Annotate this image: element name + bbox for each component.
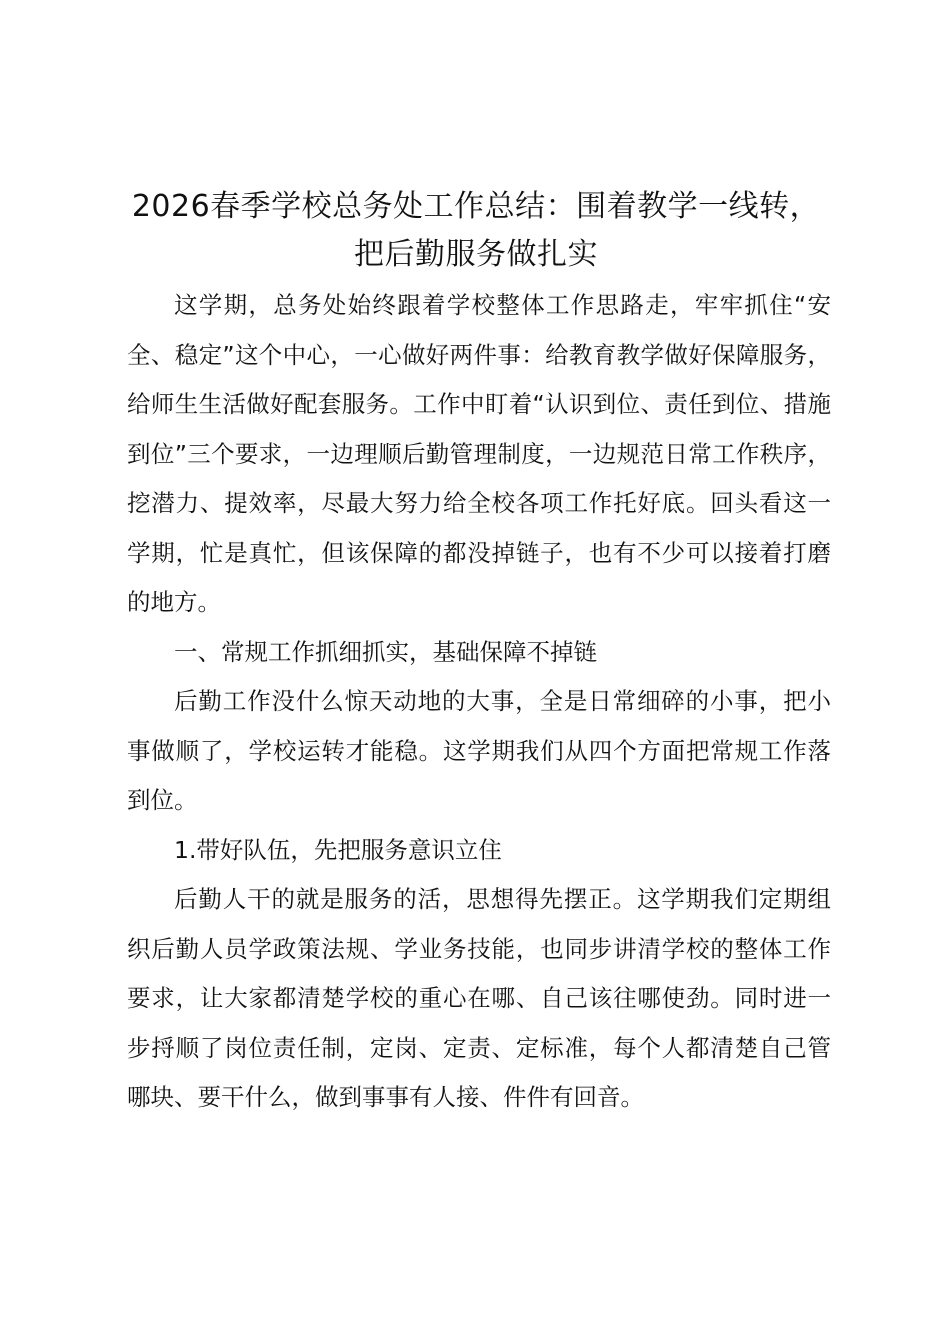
section-paragraph: 后勤工作没什么惊天动地的大事，全是日常细碎的小事，把小事做顺了，学校运转才能稳。这学期我们从四个方面把常规工作落到位。 xyxy=(127,687,831,814)
section-heading: 一、常规工作抓细抓实，基础保障不掉链 xyxy=(174,637,597,666)
intro-paragraph: 这学期，总务处始终跟着学校整体工作思路走，牢牢抓住“安全、稳定”这个中心，一心做好两件事：给教育教学做好保障服务，给师生生活做好配套服务。工作中盯着“认识到位、责任到位、措施到位”三个要求，一边理顺后勤管理制度，一边规范日常工作秩序，挖潜力、提效率，尽最大努力给全校各项工作托好底。回头看这一学期，忙是真忙，但该保障的都没掉链子，也有不少可以接着打磨的地方。 xyxy=(127,291,831,616)
document-body xyxy=(127,281,831,1123)
document-title: 2026春季学校总务处工作总结：围着教学一线转，把后勤服务做扎实 xyxy=(131,189,821,272)
subsection-heading: 1.带好队伍，先把服务意识立住 xyxy=(174,835,502,864)
subsection-paragraph: 后勤人干的就是服务的活，思想得先摆正。这学期我们定期组织后勤人员学政策法规、学业务技能，也同步讲清学校的整体工作要求，让大家都清楚学校的重心在哪、自己该往哪使劲。同时进一步捋顺了岗位责任制，定岗、定责、定标准，每个人都清楚自己管哪块、要干什么，做到事事有人接、件件有回音。 xyxy=(127,885,831,1111)
